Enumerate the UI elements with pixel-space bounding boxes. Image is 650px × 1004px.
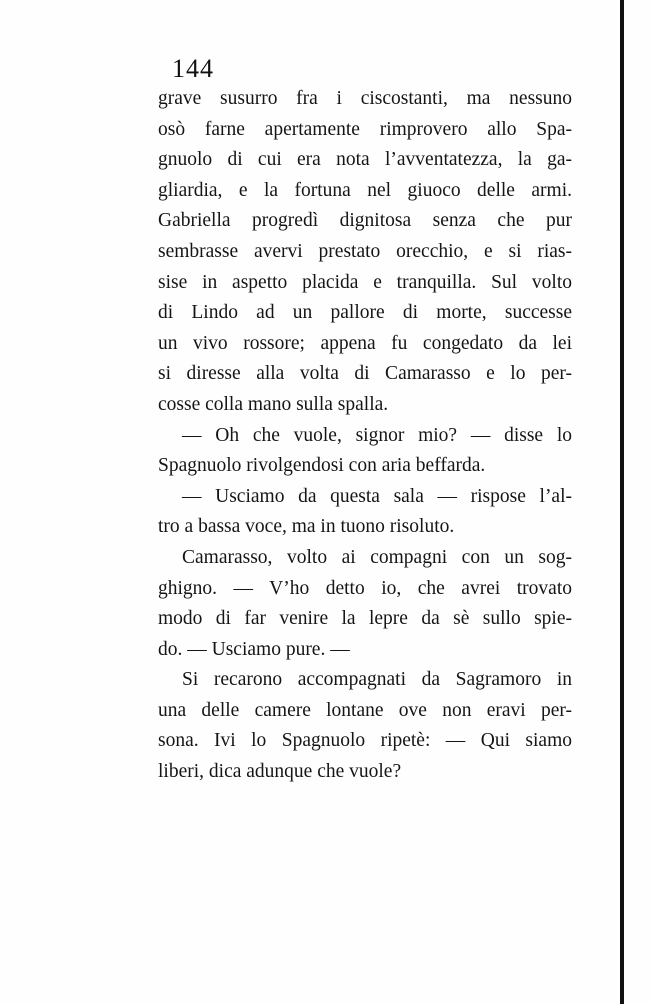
text-line: Camarasso, volto ai compagni con un sog- (182, 546, 572, 568)
text-line: osò farne apertamente rimprovero allo Spa- (158, 118, 572, 140)
text-line: sise in aspetto placida e tranquilla. Sul volto (158, 271, 572, 293)
text-line: gnuolo di cui era nota l’avventatezza, la ga- (158, 149, 572, 171)
body-text (158, 84, 572, 788)
text-line: Si recarono accompagnati da Sagramoro in (182, 669, 572, 691)
text-line: tro a bassa voce, ma in tuono risoluto. (158, 516, 455, 538)
text-line: sona. Ivi lo Spagnuolo ripetè: — Qui siamo (158, 730, 572, 752)
text-line: Gabriella progredì dignitosa senza che pur (158, 210, 572, 232)
text-line: Spagnuolo rivolgendosi con aria beffarda. (158, 455, 486, 477)
text-line: un vivo rossore; appena fu congedato da lei (158, 332, 572, 354)
text-line: do. — Usciamo pure. — (158, 638, 350, 660)
page-binding-edge (620, 0, 624, 1004)
page-number: 144 (172, 54, 214, 83)
text-line: modo di far venire la lepre da sè sullo spie- (158, 608, 572, 630)
text-line: di Lindo ad un pallore di morte, successe (158, 302, 572, 324)
text-line: sembrasse avervi prestato orecchio, e si rias- (158, 240, 572, 262)
text-line: si diresse alla volta di Camarasso e lo per- (158, 363, 572, 385)
text-line: ghigno. — V’ho detto io, che avrei trovato (158, 577, 572, 599)
text-line: cosse colla mano sulla spalla. (158, 393, 389, 415)
text-line: — Usciamo da questa sala — rispose l’al- (182, 485, 572, 507)
text-line: grave susurro fra i ciscostanti, ma nessuno (158, 88, 572, 109)
text-line: gliardia, e la fortuna nel giuoco delle armi. (158, 179, 572, 201)
text-line: — Oh che vuole, signor mio? — disse lo (182, 424, 572, 446)
text-line: una delle camere lontane ove non eravi per- (158, 699, 572, 721)
text-line: liberi, dica adunque che vuole? (158, 761, 402, 783)
